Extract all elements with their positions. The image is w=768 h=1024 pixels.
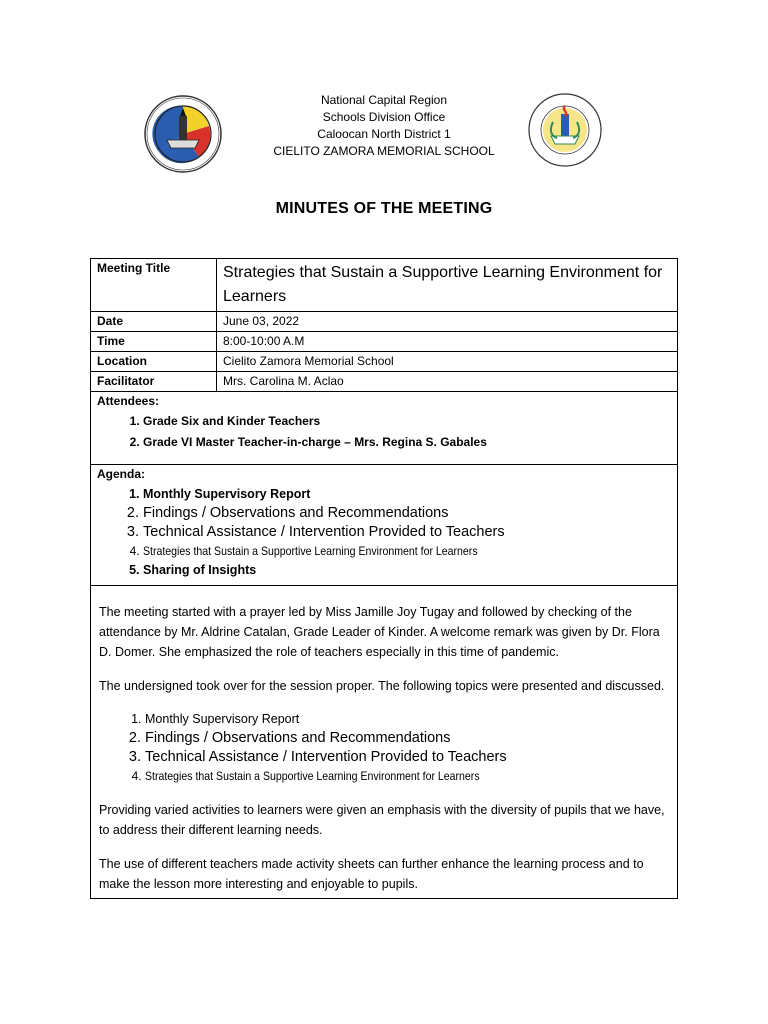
paragraph-activities: Providing varied activities to learners were given an emphasis with the diversity of pupils that we have, to address their different learning needs.: [99, 803, 665, 837]
list-item: 1. Monthly Supervisory Report: [143, 485, 671, 504]
discussion-row: [91, 586, 678, 899]
list-item-text: Strategies that Sustain a Supportive Learning Environment for Learners: [143, 544, 478, 558]
location-row: [91, 352, 678, 372]
document-title: MINUTES OF THE MEETING: [275, 200, 493, 217]
meeting-title-label: Meeting Title: [91, 259, 217, 312]
facilitator-value: Mrs. Carolina M. Aclao: [217, 372, 678, 392]
attendees-list: [97, 412, 671, 452]
list-item: 1. Monthly Supervisory Report: [145, 710, 669, 729]
time-label: Time: [91, 332, 217, 352]
list-item: [143, 542, 671, 561]
time-value: 8:00-10:00 A.M: [217, 332, 678, 352]
agenda-label: Agenda:: [97, 467, 145, 481]
agenda-list: [97, 485, 671, 580]
list-item: 3. Technical Assistance / Intervention Provided to Teachers: [143, 523, 671, 542]
list-item: 2. Grade VI Master Teacher-in-charge – Mrs. Regina S. Gabales: [143, 433, 671, 452]
paragraph-activity-sheets: The use of different teachers made activity sheets can further enhance the learning process and to make the lesson more interesting and enjoyable to pupils.: [99, 857, 644, 891]
paragraph-opening: The meeting started with a prayer led by Miss Jamille Joy Tugay and followed by checking of the attendance by Mr. Aldrine Catalan, Grade Leader of Kinder. A welcome remark was given by Dr. Flora D. Domer. She emphasized the role of teachers especially in this time of pandemic.: [99, 605, 660, 659]
date-value: June 03, 2022: [217, 312, 678, 332]
facilitator-label: Facilitator: [91, 372, 217, 392]
division-line: Schools Division Office: [322, 110, 446, 124]
minutes-table: [90, 258, 678, 899]
meeting-title-value: Strategies that Sustain a Supportive Learning Environment for Learners: [217, 259, 678, 312]
district-line: Caloocan North District 1: [317, 127, 451, 141]
list-item: 5. Sharing of Insights: [143, 561, 671, 580]
school-line: CIELITO ZAMORA MEMORIAL SCHOOL: [273, 144, 495, 158]
list-item: 2. Findings / Observations and Recommendations: [143, 504, 671, 523]
location-label: Location: [91, 352, 217, 372]
date-row: [91, 312, 678, 332]
attendees-cell: [91, 392, 678, 465]
list-item: 3. Technical Assistance / Intervention Provided to Teachers: [145, 748, 669, 767]
list-item-text: Strategies that Sustain a Supportive Learning Environment for Learners: [145, 769, 480, 783]
discussion-cell: [91, 586, 678, 899]
agenda-cell: [91, 465, 678, 586]
region-line: National Capital Region: [320, 93, 448, 107]
date-label: Date: [91, 312, 217, 332]
attendees-label: Attendees:: [97, 394, 160, 408]
facilitator-row: [91, 372, 678, 392]
time-row: [91, 332, 678, 352]
topics-list: [99, 710, 669, 786]
letterhead: [0, 92, 768, 160]
attendees-row: [91, 392, 678, 465]
meeting-title-row: [91, 259, 678, 312]
location-value: Cielito Zamora Memorial School: [217, 352, 678, 372]
list-item: 2. Findings / Observations and Recommendations: [145, 729, 669, 748]
paragraph-session: The undersigned took over for the session proper. The following topics were presented and discussed.: [99, 679, 665, 693]
agenda-row: [91, 465, 678, 586]
list-item: 1. Grade Six and Kinder Teachers: [143, 412, 671, 431]
list-item: [145, 767, 669, 786]
